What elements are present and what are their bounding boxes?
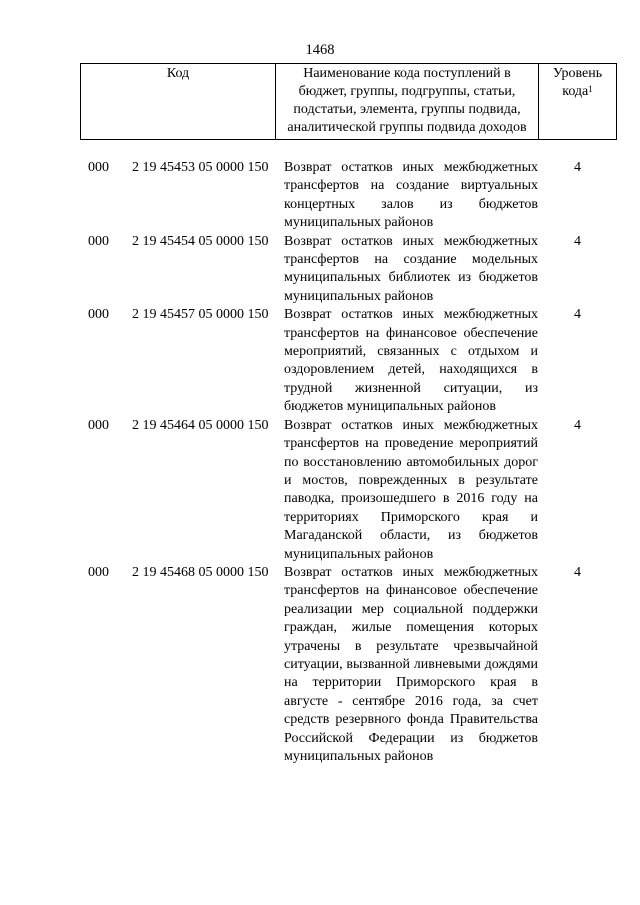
code-level-cell: 4 xyxy=(574,307,581,323)
admin-code-cell: 000 xyxy=(88,307,109,323)
income-name-cell: Возврат остатков иных межбюджетных трансфертов на создание модельных муниципальных библиотек из бюджетов муниципальных районов xyxy=(284,233,538,304)
admin-code-cell: 000 xyxy=(88,233,109,249)
header-name-cell xyxy=(276,64,539,140)
table-row xyxy=(80,417,617,564)
table-row xyxy=(80,564,617,766)
admin-code-cell: 000 xyxy=(88,417,109,433)
income-name-cell: Возврат остатков иных межбюджетных трансфертов на финансовое обеспечение мероприятий, связанных с отдыхом и оздоровлением детей, находящихся в трудной жизненной ситуации, из бюджетов муниципальных районов xyxy=(284,307,538,415)
table-body xyxy=(80,159,617,766)
admin-code-cell: 000 xyxy=(88,564,109,580)
header-code-cell xyxy=(81,64,276,140)
income-code-cell: 2 19 45454 05 0000 150 xyxy=(132,233,269,249)
code-level-cell: 4 xyxy=(574,160,581,175)
header-row xyxy=(81,64,617,140)
income-code-cell: 2 19 45453 05 0000 150 xyxy=(132,160,269,175)
header-name-label: Наименование кода поступлений в бюджет, группы, подгруппы, статьи, подстатьи, элемента, группы подвида, аналитической группы подвида доходов xyxy=(287,66,527,135)
code-level-cell: 4 xyxy=(574,564,581,580)
header-code-label: Код xyxy=(166,66,190,81)
table-header xyxy=(80,63,617,140)
code-level-cell: 4 xyxy=(574,417,581,433)
admin-code-cell: 000 xyxy=(88,160,109,175)
code-level-cell: 4 xyxy=(574,233,581,249)
income-code-table xyxy=(80,159,617,766)
footnote-marker: 1 xyxy=(588,84,593,94)
page-number: 1468 xyxy=(305,42,335,58)
income-name-cell: Возврат остатков иных межбюджетных трансфертов на проведение мероприятий по восстановлению автомобильных дорог и мостов, поврежденных в результате паводка, произошедшего в 2016 году на территориях Приморского края и Магаданской области, из бюджетов муниципальных районов xyxy=(284,417,538,562)
income-code-cell: 2 19 45464 05 0000 150 xyxy=(132,417,269,433)
income-name-cell: Возврат остатков иных межбюджетных трансфертов на создание виртуальных концертных залов из бюджетов муниципальных районов xyxy=(284,160,538,231)
income-name-cell: Возврат остатков иных межбюджетных трансфертов на финансовое обеспечение реализации мер социальной поддержки граждан, жилые помещения которых утрачены в результате чрезвычайной ситуации, вызванной ливневыми дождями на территории Приморского края в августе - сентябре 2016 года, за счет средств резервного фонда Правительства Российской Федерации из бюджетов муниципальных районов xyxy=(284,564,538,764)
table-row xyxy=(80,233,617,307)
header-level-label: Уровень кода xyxy=(552,66,603,99)
table-row xyxy=(80,159,617,233)
table-row xyxy=(80,306,617,416)
income-code-cell: 2 19 45468 05 0000 150 xyxy=(132,564,269,580)
header-level-cell xyxy=(539,64,617,140)
income-code-cell: 2 19 45457 05 0000 150 xyxy=(132,307,269,323)
